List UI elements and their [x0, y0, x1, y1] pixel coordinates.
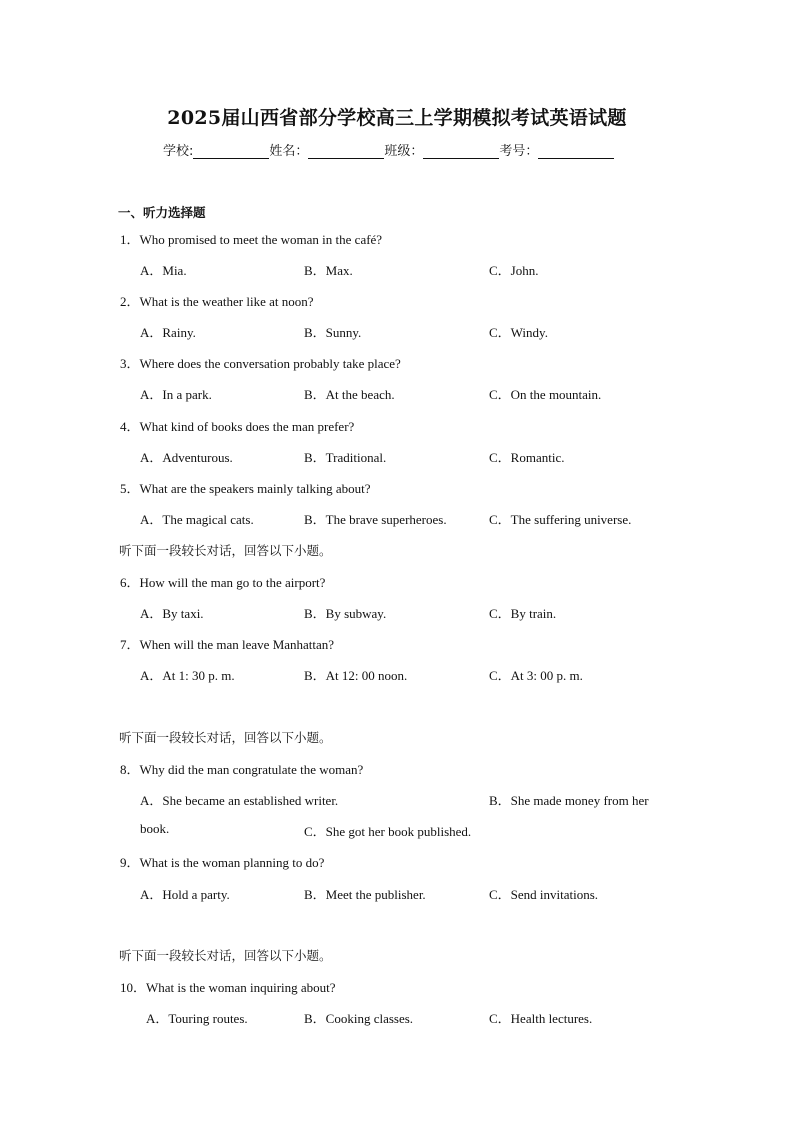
question-9-option-c: C．Send invitations. [489, 887, 599, 902]
class-label: 班级： [384, 144, 424, 159]
school-label: 学校: [163, 144, 194, 159]
name-blank[interactable] [308, 144, 384, 159]
question-2-stem: 2．What is the weather like at noon? [120, 294, 314, 309]
question-6-stem: 6．How will the man go to the airport? [120, 575, 326, 590]
question-8-option-b-continued: book. [140, 821, 170, 836]
question-7-option-b: B．At 12: 00 noon. [304, 668, 408, 683]
question-5-option-c: C．The suffering universe. [489, 512, 632, 527]
question-10-option-a: A．Touring routes. [146, 1011, 248, 1026]
question-1-stem: 1．Who promised to meet the woman in the café? [120, 232, 383, 247]
question-4-option-b: B．Traditional. [304, 450, 387, 465]
exam-number-field [499, 140, 614, 159]
section-title: 一、听力选择题 [118, 205, 206, 220]
question-7-stem: 7．When will the man leave Manhattan? [120, 637, 335, 652]
question-10-stem: 10．What is the woman inquiring about? [120, 980, 336, 995]
question-9-option-a: A．Hold a party. [140, 887, 230, 902]
question-5-option-a: A．The magical cats. [140, 512, 254, 527]
listening-instruction-2: 听下面一段较长对话，回答以下小题。 [119, 730, 332, 745]
exam-number-label: 考号： [499, 144, 539, 159]
name-field [269, 140, 384, 159]
question-5-stem: 5．What are the speakers mainly talking about? [120, 481, 371, 496]
question-4-option-c: C．Romantic. [489, 450, 565, 465]
listening-instruction-3: 听下面一段较长对话，回答以下小题。 [119, 948, 332, 963]
school-field [163, 140, 269, 159]
question-4-stem: 4．What kind of books does the man prefer? [120, 419, 355, 434]
question-10-option-b: B．Cooking classes. [304, 1011, 414, 1026]
question-3-stem: 3．Where does the conversation probably take place? [120, 356, 401, 371]
student-info-line [163, 140, 614, 159]
question-2-option-c: C．Windy. [489, 325, 548, 340]
question-8-stem: 8．Why did the man congratulate the woman? [120, 762, 364, 777]
question-2-option-b: B．Sunny. [304, 325, 362, 340]
listening-instruction-1: 听下面一段较长对话，回答以下小题。 [119, 543, 332, 558]
question-7-option-a: A．At 1: 30 p. m. [140, 668, 235, 683]
school-blank[interactable] [193, 144, 269, 159]
question-8-option-c: C．She got her book published. [304, 824, 472, 839]
question-8-option-b: B．She made money from her [489, 793, 649, 808]
question-1-option-a: A．Mia. [140, 263, 187, 278]
question-1-option-b: B．Max. [304, 263, 353, 278]
question-8-option-a: A．She became an established writer. [140, 793, 339, 808]
class-field [384, 140, 499, 159]
question-9-option-b: B．Meet the publisher. [304, 887, 426, 902]
question-6-option-a: A．By taxi. [140, 606, 204, 621]
question-3-option-c: C．On the mountain. [489, 387, 602, 402]
question-6-option-c: C．By train. [489, 606, 557, 621]
name-label: 姓名： [269, 144, 309, 159]
question-2-option-a: A．Rainy. [140, 325, 196, 340]
question-1-option-c: C．John. [489, 263, 539, 278]
question-3-option-b: B．At the beach. [304, 387, 395, 402]
class-blank[interactable] [423, 144, 499, 159]
question-10-option-c: C．Health lectures. [489, 1011, 593, 1026]
question-4-option-a: A．Adventurous. [140, 450, 233, 465]
question-5-option-b: B．The brave superheroes. [304, 512, 447, 527]
question-6-option-b: B．By subway. [304, 606, 387, 621]
exam-number-blank[interactable] [538, 144, 614, 159]
exam-title: 2025届山西省部分学校高三上学期模拟考试英语试题 [167, 107, 627, 129]
question-7-option-c: C．At 3: 00 p. m. [489, 668, 583, 683]
question-9-stem: 9．What is the woman planning to do? [120, 855, 325, 870]
question-3-option-a: A．In a park. [140, 387, 212, 402]
